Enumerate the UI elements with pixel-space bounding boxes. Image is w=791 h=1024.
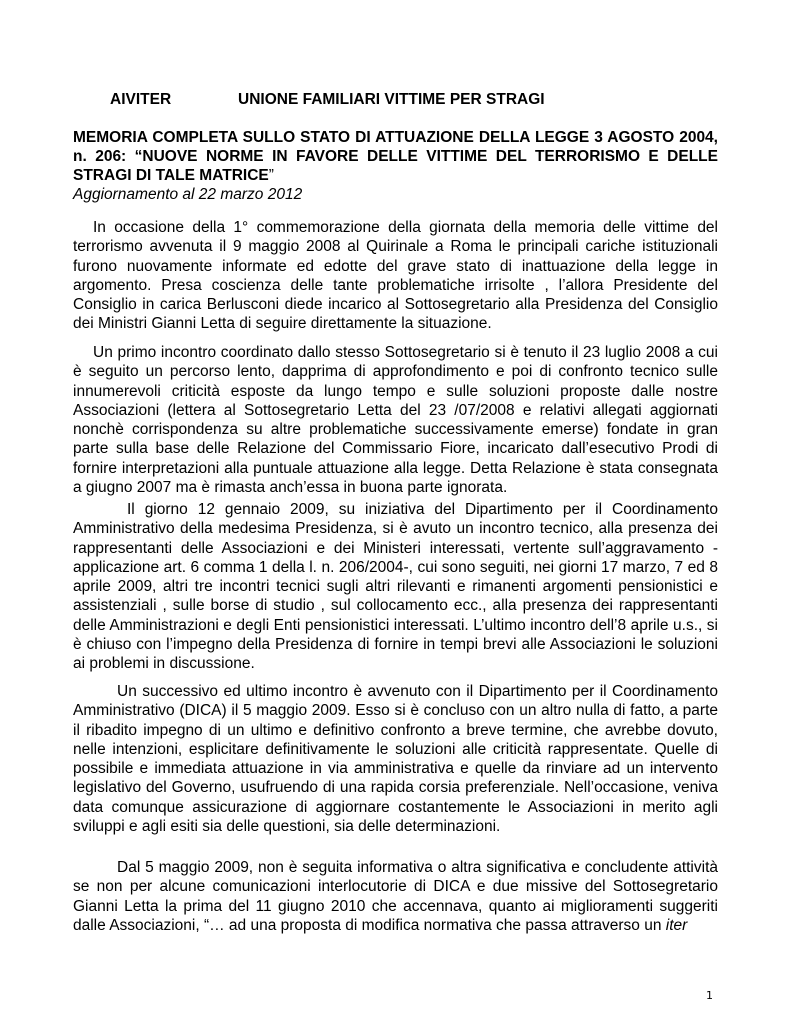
paragraph-1: In occasione della 1° commemorazione della giornata della memoria delle vittime del terrorismo avvenuta il 9 maggio 2008 al Quirinale a Roma le principali cariche istituzionali furono nuovamente informate ed edotte del grave stato di inattuazione della legge in argomento. Presa coscienza delle tante problematiche irrisolte , l’allora Presidente del Consiglio in carica Berlusconi diede incarico al Sottosegretario alla Presidenza del Consiglio dei Ministri Gianni Letta di seguire direttamente la situazione. (73, 219, 718, 333)
title-main: MEMORIA COMPLETA SULLO STATO DI ATTUAZIONE DELLA LEGGE 3 AGOSTO 2004, n. 206: “NUOVE NORME IN FAVORE DELLE VITTIME DEL TERRORISMO E DELLE STRAGI DI TALE MATRICE (73, 129, 718, 184)
document-header (110, 91, 545, 109)
paragraph-4: Un successivo ed ultimo incontro è avvenuto con il Dipartimento per il Coordinamento Amministrativo (DICA) il 5 maggio 2009. Esso si è concluso con un altro nulla di fatto, a parte il ribadito impegno di un ultimo e definitivo confronto a breve termine, che avrebbe dovuto, nelle intenzioni, esplicitare definitivamente le soluzioni alle criticità rappresentate. Quelle di possibile e immediata attuazione in via amministrativa e quelle da rinviare ad un intervento legislativo del Governo, usufruendo di una rapida corsia preferenziale. Nell’occasione, veniva data comunque assicurazione di aggiornare costantemente le Associazioni in merito agli sviluppi e agli esiti sia delle questioni, sia delle determinazioni. (73, 683, 718, 836)
paragraph-2: Un primo incontro coordinato dallo stesso Sottosegretario si è tenuto il 23 luglio 2008 a cui è seguito un percorso lento, dapprima di approfondimento e poi di confronto tecnico sulle innumerevoli criticità esposte da lungo tempo e sulle soluzioni proposte dalle nostre Associazioni (lettera al Sottosegretario Letta del 23 /07/2008 e relativi allegati aggiornati nonchè corrispondenza su altre problematiche successivamente emerse) fondate in gran parte sulla base delle Relazione del Commissario Fiore, incaricato dall’esecutivo Prodi di fornire interpretazioni alla puntuale attuazione alla legge. Detta Relazione è stata consegnata a giugno 2007 ma è rimasta anch’essa in buona parte ignorata. (73, 344, 718, 497)
paragraph-5 (73, 858, 718, 935)
page-number: 1 (706, 989, 713, 1002)
paragraph-3: Il giorno 12 gennaio 2009, su iniziativa del Dipartimento per il Coordinamento Amministrativo della medesima Presidenza, si è avuto un incontro tecnico, alla presenza dei rappresentanti delle Associazioni e dei Ministeri interessati, vertente sull’aggravamento - applicazione art. 6 comma 1 della l. n. 206/2004-, cui sono seguiti, nei giorni 17 marzo, 7 ed 8 aprile 2009, altri tre incontri tecnici sugli altri rilevanti e rimanenti argomenti pensionistici e assistenziali , sulle borse di studio , sul collocamento ecc., alla presenza dei rappresentanti delle Amministrazioni e degli Enti pensionistici interessati. L’ultimo incontro dell’8 aprile u.s., si è chiuso con l’impegno della Presidenza di fornire in tempi brevi alle Associazioni le soluzioni ai problemi in discussione. (73, 501, 718, 673)
paragraph-5-italic: iter (665, 916, 688, 934)
document-title (73, 128, 718, 185)
update-date: Aggiornamento al 22 marzo 2012 (73, 186, 303, 203)
title-closing-quote: ” (268, 167, 274, 184)
title-block (73, 128, 718, 204)
org-name: AIVITER (110, 91, 172, 108)
paragraph-5-text: Dal 5 maggio 2009, non è seguita informativa o altra significativa e concludente attività se non per alcune comunicazioni interlocutorie di DICA e due missive del Sottosegretario Gianni Letta la prima del 11 giugno 2010 che accennava, quanto ai miglioramenti suggeriti dalle Associazioni, “… ad una proposta di modifica normativa che passa attraverso un (73, 859, 718, 934)
union-name: UNIONE FAMILIARI VITTIME PER STRAGI (238, 91, 545, 108)
